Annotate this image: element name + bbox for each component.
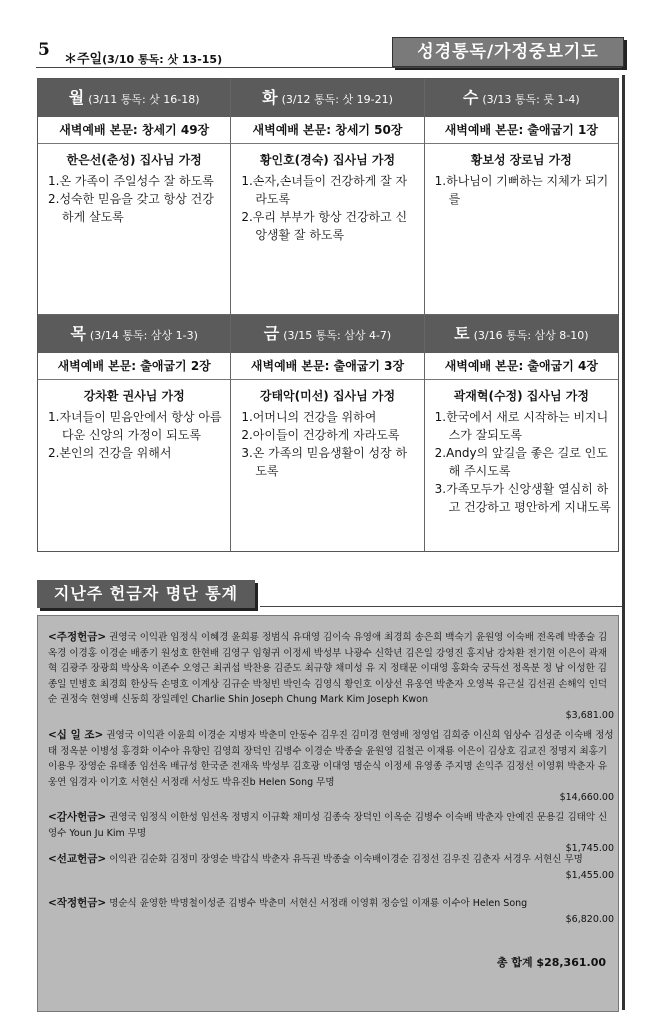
offering-group: [48, 630, 614, 723]
header-rule: [36, 67, 622, 68]
prayer-list: [425, 172, 618, 208]
offering-group-label: <선교헌금>: [48, 853, 107, 865]
day-cell-fri: [231, 315, 424, 551]
offering-group: [48, 896, 614, 927]
prayer-item: 1.온 가족이 주일성수 잘 하도록: [48, 174, 214, 188]
day-name: 토: [454, 324, 470, 343]
day-cell-thu: [38, 315, 231, 551]
offering-list: [37, 615, 619, 1012]
offering-names: 이익관 김순화 김정미 장영순 박갑식 박춘자 유득권 박종술 이숙배이경순 김정선 김우진 김춘자 서경우 서현신 무명: [109, 854, 583, 865]
prayer-item: 1.자녀들이 믿음안에서 항상 아름다운 신앙의 가정이 되도록: [48, 410, 222, 442]
offering-group: [48, 810, 614, 857]
day-reading: (3/14 통독: 삼상 1-3): [89, 329, 198, 342]
dawn-sermon-text: 새벽예배 본문: 창세기 49장: [38, 117, 230, 144]
day-reading: (3/13 통독: 룻 1-4): [482, 93, 580, 106]
prayer-item: 2.본인의 건강을 위해서: [48, 446, 172, 460]
prayer-list: [231, 172, 423, 244]
offering-names: 권영국 이익관 이윤희 이경순 지병자 박춘미 안동수 김우진 김미경 현영배 정영업 김희중 이신희 임상수 김성준 이숙배 정성태 정옥분 이병성 홍경화 이수아 유향인 김영희 장덕인 김병수 이경순 박종술 윤원영 김철곤 이재룡 이은이 김상호 김교진 정명지 최홍기 이용우 장영순 유태종 임선옥 배규성 한국준 전재욱 박성부 김호광 이대영 명순식 이정세 유영종 주지명 손익주 김정선 이영휘 박춘자 유웅연 임경자 이기호 서현신 서정래 서성도 박유진b Helen Song 무명: [48, 730, 614, 788]
offering-amount: $14,660.00: [559, 792, 614, 803]
day-header: [425, 79, 618, 117]
prayer-item: 2.성숙한 믿음을 갖고 항상 건강하게 살도록: [48, 192, 214, 224]
prayer-list: [425, 408, 618, 516]
offering-group-label: <감사헌금>: [48, 811, 107, 823]
day-reading: (3/15 통독: 삼상 4-7): [283, 329, 392, 342]
day-cell-tue: [231, 79, 424, 315]
dawn-sermon-text: 새벽예배 본문: 출애굽기 4장: [425, 353, 618, 380]
family-name: 강차환 권사님 가정: [83, 389, 185, 403]
day-cell-sat: [425, 315, 618, 551]
offering-group: [48, 728, 614, 806]
prayer-item: 1.손자,손녀들이 건강하게 잘 자라도록: [241, 174, 408, 206]
page-side-rule: [622, 75, 625, 1010]
day-cell-mon: [38, 79, 231, 315]
prayer-item: 1.하나님이 기뻐하는 지체가 되기를: [434, 174, 609, 206]
offering-group-label: <작정헌금>: [48, 897, 107, 909]
prayer-item: 1.어머니의 건강을 위하여: [241, 410, 377, 424]
offering-rule: [260, 606, 622, 607]
prayer-item: 2.아이들이 건강하게 자라도록: [241, 428, 400, 442]
day-cell-wed: [425, 79, 618, 315]
section-title: 성경통독/가정중보기도: [392, 37, 624, 67]
offering-amount: $1,455.00: [565, 869, 614, 881]
day-header: [425, 315, 618, 353]
prayer-list: [38, 172, 230, 226]
day-header: [231, 315, 423, 353]
family-name: 황보성 장로님 가정: [470, 153, 572, 167]
prayer-item: 1.한국에서 새로 시작하는 비지니스가 잘되도록: [434, 410, 609, 442]
offering-amount: $6,820.00: [565, 913, 614, 925]
prayer-calendar: [37, 78, 619, 552]
offering-amount: $3,681.00: [565, 709, 614, 721]
day-reading: (3/12 통독: 삿 19-21): [281, 93, 393, 106]
offering-names: 권영국 이익관 임정식 이혜경 윤희룡 정범식 유대영 김이숙 유영애 최경희 송은희 백숙기 윤원영 이숙배 전옥례 박종술 김옥경 이경홍 이경순 배종기 원성호 한현배 김영구 임형귀 이정세 박성부 나광수 신학년 김은일 강영진 홍지남 강차환 전기현 이은이 곽재혁 김광주 장광희 박상옥 이존수 오영근 최귀섭 박찬용 김준도 최규향 채미성 유 지 정태문 이대영 홍화숙 궁득선 정옥분 정 남 이성한 김종일 민병호 최경희 한상득 손명호 이계상 김규순 박청빈 박인숙 김영식 황인호 이상선 유웅연 박춘자 오영복 유근실 김선권 손해익 인덕순 권정숙 현영배 신동희 장일레인 Charlie Shin Joseph Chung Mark Kim Joseph Kwon: [48, 632, 608, 705]
dawn-sermon-text: 새벽예배 본문: 출애굽기 2장: [38, 353, 230, 380]
sunday-label: ＊주일: [64, 52, 103, 67]
sunday-reading: [64, 48, 222, 67]
offering-group-label: <주정헌금>: [48, 631, 107, 643]
offering-group: [48, 852, 614, 883]
family-name: 강태악(미선) 집사님 가정: [259, 389, 396, 403]
day-reading: (3/11 통독: 삿 16-18): [88, 93, 200, 106]
prayer-item: 2.우리 부부가 항상 건강하고 신앙생활 잘 하도록: [241, 210, 408, 242]
day-name: 월: [68, 88, 85, 107]
day-header: [38, 79, 230, 117]
family-name: 한은선(춘성) 집사님 가정: [66, 153, 202, 167]
day-header: [38, 315, 230, 353]
prayer-list: [38, 408, 230, 462]
prayer-list: [231, 408, 423, 480]
day-name: 화: [262, 88, 278, 107]
dawn-sermon-text: 새벽예배 본문: 출애굽기 3장: [231, 353, 423, 380]
offering-names: 명순식 윤영한 박명철이성준 김병수 박춘미 서현신 서정래 이영휘 정승일 이재룡 이수아 Helen Song: [109, 898, 528, 909]
family-name: 황인호(경숙) 집사님 가정: [259, 153, 396, 167]
page-number: 5: [38, 40, 50, 60]
offering-amount: $1,745.00: [565, 843, 614, 854]
prayer-item: 2.Andy의 앞길을 좋은 길로 인도해 주시도록: [434, 446, 608, 478]
offering-section-title: 지난주 헌금자 명단 통계: [37, 580, 255, 608]
offering-group-label: <십 일 조>: [48, 729, 104, 741]
day-name: 수: [462, 88, 479, 107]
day-name: 목: [70, 324, 86, 343]
offering-total: 총 합계 $28,361.00: [496, 956, 606, 969]
prayer-item: 3.가족모두가 신앙생활 열심히 하고 건강하고 평안하게 지내도록: [434, 482, 611, 514]
offering-names: 권영국 임정식 이한성 임선옥 정명지 이규확 채미성 김종숙 장덕인 이옥순 김병수 이숙배 박춘자 안예진 문용길 김태악 신영수 Youn Ju Kim 무명: [48, 812, 608, 839]
dawn-sermon-text: 새벽예배 본문: 출애굽기 1장: [425, 117, 618, 144]
day-header: [231, 79, 423, 117]
day-name: 금: [263, 324, 280, 343]
dawn-sermon-text: 새벽예배 본문: 창세기 50장: [231, 117, 423, 144]
day-reading: (3/16 통독: 삼상 8-10): [473, 329, 589, 342]
prayer-item: 3.온 가족의 믿음생활이 성장 하도록: [241, 446, 408, 478]
sunday-reading-range: (3/10 통독: 삿 13-15): [102, 53, 223, 66]
family-name: 곽재혁(수정) 집사님 가정: [453, 389, 589, 403]
